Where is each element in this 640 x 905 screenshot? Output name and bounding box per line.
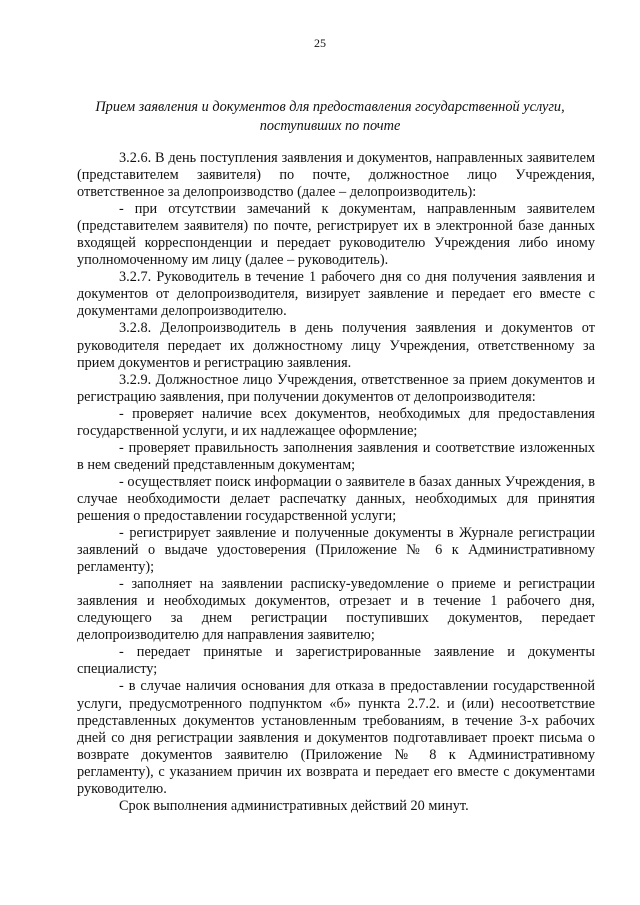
paragraph-3-2-8: 3.2.8. Делопроизводитель в день получения заявления и документов от руководителя передает их должностному лицу Учреждения, ответственному за прием документов и регистрацию заявления.: [77, 320, 595, 371]
list-item-refusal-case: - в случае наличия основания для отказа в предоставлении государственной услуги, предусмотренного подпунктом «б» пункта 2.7.2. и (или) несоответствие представленных документов установленным требованиям, в течение 3-х рабочих дней со дня регистрации заявления и документов подготавливает проект письма о возврате документов заявителю (Приложение № 8 к Административному регламенту), с указанием причин их возврата и передает его вместе с документами руководителю.: [77, 678, 595, 797]
page-number: 25: [314, 36, 326, 50]
paragraph-deadline: Срок выполнения административных действий 20 минут.: [119, 797, 469, 814]
list-item-register-journal: - регистрирует заявление и полученные документы в Журнале регистрации заявлений о выдаче удостоверения (Приложение № 6 к Административному регламенту);: [77, 525, 595, 576]
section-heading: [70, 98, 590, 136]
list-item-fill-receipt: - заполняет на заявлении расписку-уведомление о приеме и регистрации заявления и необходимых документов, отрезает и в течение 1 рабочего дня, следующего за днем регистрации поступивших документов, передает делопроизводителю для направления заявителю;: [77, 576, 595, 644]
paragraph-3-2-6: 3.2.6. В день поступления заявления и документов, направленных заявителем (представителем заявителя) по почте, должностное лицо Учреждения, ответственное за делопроизводство (далее – делопроизводитель):: [77, 150, 595, 201]
list-item-check-completion: - проверяет правильность заполнения заявления и соответствие изложенных в нем сведений представленным документам;: [77, 439, 595, 473]
list-item-pass-to-specialist: - передает принятые и зарегистрированные заявление и документы специалисту;: [77, 644, 595, 678]
body-text: [77, 150, 595, 815]
list-item-check-documents: - проверяет наличие всех документов, необходимых для предоставления государственной услуги, и их надлежащее оформление;: [77, 405, 595, 439]
paragraph-registration: - при отсутствии замечаний к документам, направленным заявителем (представителем заявителя) по почте, регистрирует их в электронной базе данных входящей корреспонденции и передает руководителю Учреждения либо иному уполномоченному им лицу (далее – руководитель).: [77, 201, 595, 269]
section-heading-line-1: Прием заявления и документов для предоставления государственной услуги,: [95, 99, 565, 115]
list-item-search-info: - осуществляет поиск информации о заявителе в базах данных Учреждения, в случае необходимости делает распечатку данных, необходимых для принятия решения о предоставлении государственной услуги;: [77, 473, 595, 524]
section-heading-line-2: поступивших по почте: [259, 118, 401, 134]
paragraph-3-2-9: 3.2.9. Должностное лицо Учреждения, ответственное за прием документов и регистрацию заявления, при получении документов от делопроизводителя:: [77, 371, 595, 405]
paragraph-3-2-7: 3.2.7. Руководитель в течение 1 рабочего дня со дня получения заявления и документов от делопроизводителя, визирует заявление и передает его вместе с документами делопроизводителю.: [77, 269, 595, 320]
